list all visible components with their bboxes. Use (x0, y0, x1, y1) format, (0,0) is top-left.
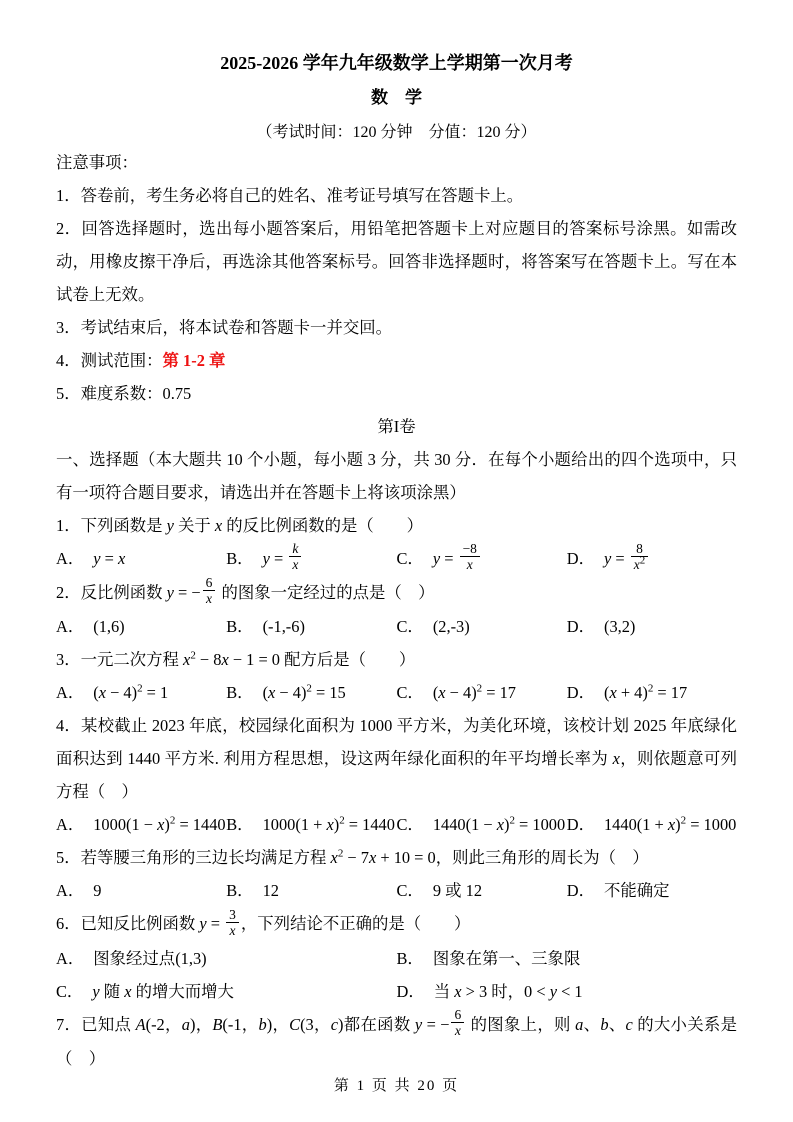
question-6-option-b (397, 942, 738, 975)
question-1-options (56, 542, 737, 576)
option-label: B． (226, 881, 254, 901)
question-3-option-c (397, 676, 567, 709)
question-6-option-d (397, 975, 738, 1008)
question-4-stem: 4．某校截止 2023 年底，校园绿化面积为 1000 平方米，为美化环境，该校计划 2025 年底绿化面积达到 1440 平方米. 利用方程思想，设这两年绿化面积的年平均增长率为 x，则依题意可列方程（ ） (56, 716, 737, 802)
option-label: C． (396, 549, 424, 568)
question-3-options (56, 676, 737, 709)
question-5-option-a (56, 874, 226, 907)
option-value: y = x (93, 549, 126, 568)
question-3-option-a (56, 676, 226, 709)
option-value: $(x - 4)^2 = 17$ (432, 683, 517, 703)
question-2-option-b (226, 610, 396, 643)
question-2-option-c (397, 610, 567, 643)
question-2-stem: 2．反比例函数 y = − $\frac{6}{x}$ 的图象一定经过的点是（ ） (56, 575, 435, 607)
option-value: 图象经过点(1,3) (93, 948, 207, 968)
option-value: $1000(1 + x)^2 = 1440$ (262, 815, 395, 835)
option-value: 9 (93, 881, 102, 901)
notice-item-4 (56, 344, 737, 377)
question-6-option-c (56, 975, 397, 1008)
question-6-option-a (56, 942, 397, 975)
exam-subject: 数 学 (371, 88, 422, 107)
notice-item-2: 2．回答选择题时，选出每小题答案后，用铅笔把答题卡上对应题目的答案标号涂黑。如需改动，用橡皮擦干净后，再选涂其他答案标号。回答非选择题时，将答案写在答题卡上。写在本试卷上无效。 (56, 219, 737, 304)
option-label: A． (56, 948, 85, 968)
option-value: $1440(1 + x)^2 = 1000$ (603, 815, 737, 835)
question-3-option-b (226, 676, 396, 709)
page-number-footer: 第 1 页 共 20 页 (333, 1077, 460, 1094)
option-label: D． (566, 881, 595, 901)
section-intro: 一、选择题（本大题共 10 个小题，每小题 3 分，共 30 分．在每个小题给出的四个选项中，只有一项符合题目要求，请选出并在答题卡上将该项涂黑） (56, 450, 737, 502)
question-1-option-a (56, 542, 226, 576)
question-4-option-c (397, 808, 567, 841)
option-value: y = $\frac{k}{x}$ (263, 549, 304, 568)
exam-title: 2025-2026 学年九年级数学上学期第一次月考 (220, 53, 573, 73)
option-label: B． (226, 815, 254, 835)
option-value: (1,6) (93, 617, 125, 637)
option-value: $(x - 4)^2 = 15$ (262, 683, 346, 703)
notice-item-4-prefix: 4．测试范围： (56, 351, 163, 370)
question-3-stem: 3．一元二次方程 $x^2 - 8x - 1 = 0$ 配方后是（ ） (56, 650, 416, 670)
question-3-option-d (567, 676, 737, 709)
option-value: 不能确定 (603, 881, 670, 901)
question-5-option-c (397, 874, 567, 907)
question-4-option-b (226, 808, 396, 841)
notice-item-5: 5．难度系数：0.75 (56, 384, 192, 403)
question-6-stem: 6．已知反比例函数 y = $\frac{3}{x}$ ，下列结论不正确的是（ ） (56, 906, 471, 938)
option-value: $(x + 4)^2 = 17$ (603, 683, 688, 703)
notice-test-range-highlight: 第 1-2 章 (162, 351, 226, 370)
option-value: y = $\frac{-8}{x}$ (433, 549, 482, 568)
option-label: A． (56, 683, 85, 703)
question-4-options (56, 808, 737, 841)
option-label: C． (396, 683, 424, 703)
question-4-option-a (56, 808, 226, 841)
notice-item-1: 1．答卷前，考生务必将自己的姓名、准考证号填写在答题卡上。 (56, 186, 524, 205)
question-1-option-d (567, 542, 737, 576)
option-value: $(x - 4)^2 = 1$ (93, 683, 169, 703)
question-4-option-d (567, 808, 737, 841)
option-value: 12 (262, 881, 279, 901)
question-5-option-d (567, 874, 737, 907)
notice-item-3: 3．考试结束后，将本试卷和答题卡一并交回。 (56, 318, 393, 337)
question-2-options (56, 610, 737, 643)
option-label: C． (396, 815, 424, 835)
question-2-option-a (56, 610, 226, 643)
option-value: $1440(1 - x)^2 = 1000$ (432, 815, 566, 835)
notice-heading: 注意事项： (56, 153, 138, 172)
option-label: D． (566, 683, 595, 703)
option-label: B． (226, 683, 254, 703)
option-value: 9 或 12 (432, 881, 483, 901)
option-value: y 随 x 的增大而增大 (92, 981, 234, 1001)
volume-title: 第I卷 (377, 417, 416, 436)
option-label: D． (566, 815, 595, 835)
option-value: 当 x > 3 时，0 < y < 1 (433, 981, 583, 1001)
option-label: B． (226, 617, 254, 637)
question-2-option-d (567, 610, 737, 643)
question-1-option-b (226, 542, 396, 576)
option-label: C． (56, 981, 84, 1001)
question-5-stem: 5．若等腰三角形的三边长均满足方程 $x^2 - 7x + 10 = 0$，则此三角形的周长为（ ） (56, 848, 649, 868)
option-label: D． (566, 549, 595, 568)
option-label: A． (56, 617, 85, 637)
exam-time-score-info: （考试时间：120 分钟 分值：120 分） (256, 124, 537, 141)
option-label: C． (396, 881, 424, 901)
option-label: B． (396, 948, 424, 968)
option-label: D． (396, 981, 425, 1001)
question-1-stem: 1．下列函数是 y 关于 x 的反比例函数的是（ ） (56, 516, 423, 535)
option-label: A． (56, 815, 85, 835)
option-value: y = $\frac{8}{x^2}$ (604, 549, 650, 568)
option-label: D． (566, 617, 595, 637)
option-value: 图象在第一、三象限 (432, 948, 581, 968)
option-value: (-1,-6) (262, 617, 305, 637)
question-5-options (56, 874, 737, 907)
question-1-option-c (397, 542, 567, 576)
option-value: (2,-3) (432, 617, 470, 637)
option-label: A． (56, 549, 85, 568)
question-5-option-b (226, 874, 396, 907)
option-value: (3,2) (603, 617, 636, 637)
option-value: $1000(1 - x)^2 = 1440$ (93, 815, 226, 835)
option-label: B． (226, 549, 254, 568)
question-7-stem: 7．已知点 A(-2，a)，B(-1，b)，C(3，c)都在函数 y = − $\frac{6}{x}$ 的图象上，则 a、b、c 的大小关系是（ ） (56, 1006, 738, 1068)
option-label: C． (396, 617, 424, 637)
option-label: A． (56, 881, 85, 901)
question-6-options (56, 942, 737, 1008)
